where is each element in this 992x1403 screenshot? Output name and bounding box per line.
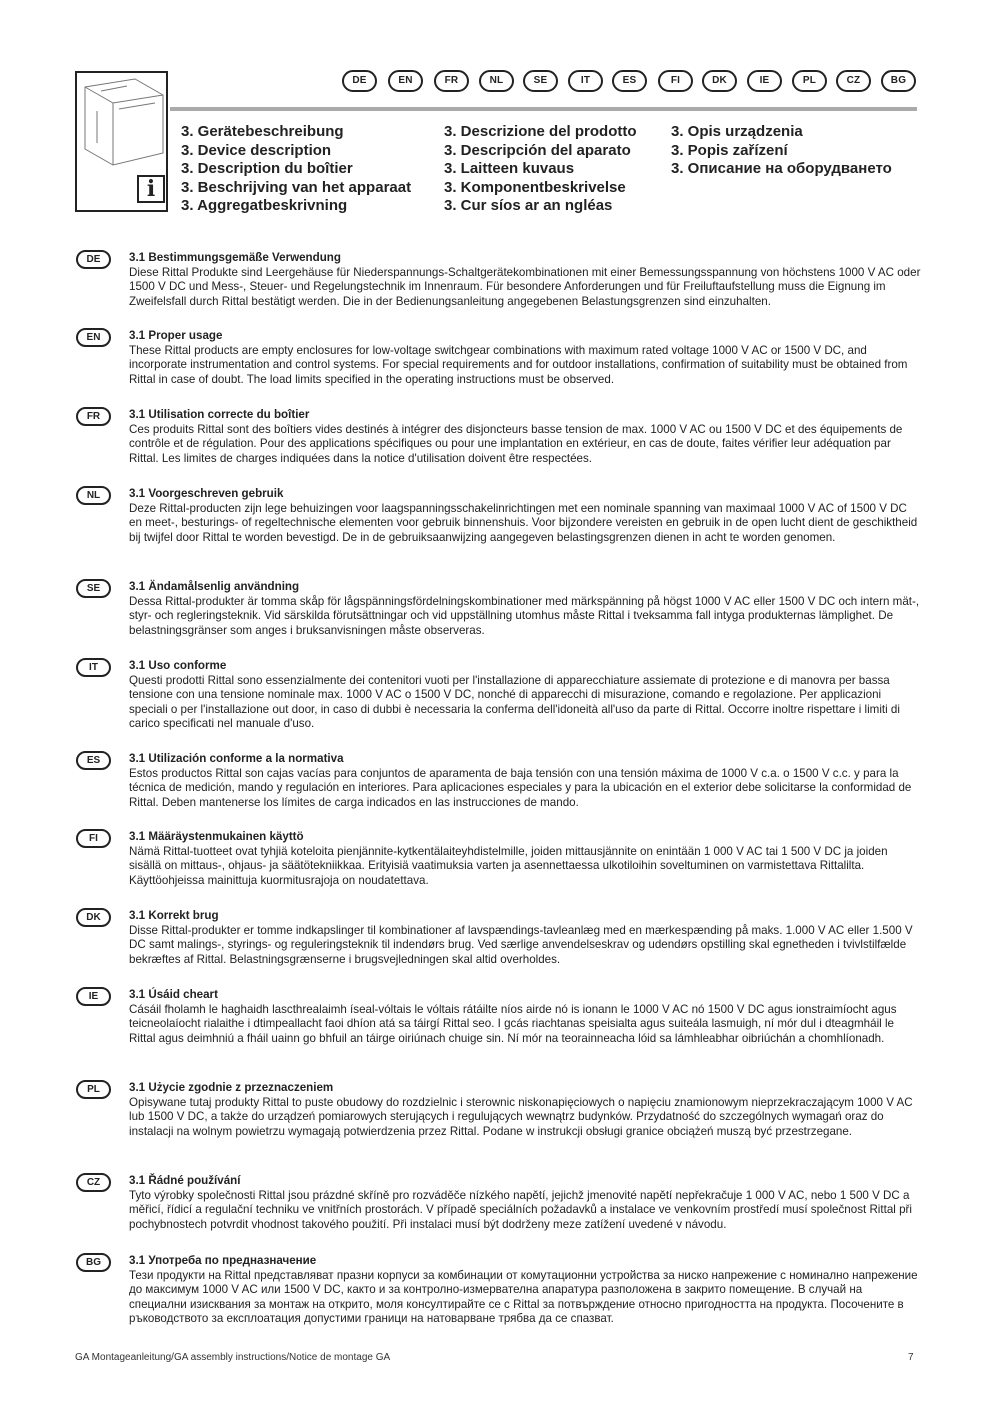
section-badge-ie: IE bbox=[76, 987, 111, 1006]
title-cz: 3. Popis zařízení bbox=[671, 141, 788, 159]
lang-badge-cz: CZ bbox=[836, 70, 871, 92]
section-body: These Rittal products are empty enclosures for low-voltage switchgear combinations with maximum rated voltage 1000 V AC or 1500 V DC, and incorporate instrumentation and control systems. For special requirements and for outdoor installations, confirmation of suitability must be obtained from Rittal in case of doubt. The load limits specified in the operating instructions must be observed. bbox=[129, 343, 908, 386]
title-ie: 3. Cur síos ar an ngléas bbox=[444, 197, 613, 215]
section-heading: 3.1 Utilización conforme a la normativa bbox=[129, 752, 344, 765]
lang-badge-ie: IE bbox=[747, 70, 782, 92]
section-es bbox=[129, 752, 921, 810]
section-heading: 3.1 Proper usage bbox=[129, 329, 223, 342]
title-bg: 3. Описание на оборудването bbox=[671, 160, 892, 178]
section-badge-bg: BG bbox=[76, 1253, 111, 1272]
section-de bbox=[129, 251, 921, 309]
section-heading: 3.1 Użycie zgodnie z przeznaczeniem bbox=[129, 1081, 334, 1094]
title-fr: 3. Description du boîtier bbox=[181, 160, 353, 178]
section-pl bbox=[129, 1081, 921, 1139]
lang-badge-fr: FR bbox=[434, 70, 469, 92]
section-badge-de: DE bbox=[76, 250, 111, 269]
title-column-2 bbox=[444, 123, 637, 216]
lang-badge-nl: NL bbox=[479, 70, 514, 92]
section-heading: 3.1 Utilisation correcte du boîtier bbox=[129, 408, 310, 421]
section-badge-fi: FI bbox=[76, 829, 111, 848]
title-column-1 bbox=[181, 123, 411, 216]
section-heading: 3.1 Uso conforme bbox=[129, 659, 227, 672]
title-en: 3. Device description bbox=[181, 141, 332, 159]
lang-badge-se: SE bbox=[523, 70, 558, 92]
lang-badge-fi: FI bbox=[658, 70, 693, 92]
section-body: Disse Rittal-produkter er tomme indkapslinger til kombinationer af lavspændings-tavleanlæg med en mærkespænding på maks. 1.000 V AC eller 1.500 V DC samt malings-, styrings- og reguleringsteknik til indendørs brug. Ved særlige anvendelseskrav og udendørs opstilling skal egnetheden i tvivlstilfælde bekræftes af Rittal. Belastningsgrænserne i brugsvejledningen skal altid overholdes. bbox=[129, 923, 913, 966]
section-dk bbox=[129, 909, 921, 967]
section-body: Opisywane tutaj produkty Rittal to puste obudowy do rozdzielnic i sterownic niskonapięciowych o napięciu znamionowym nieprzekraczającym 1000 V AC lub 1500 V DC, a także do urządzeń pomiarowych sterujących i regulujących wewnątrz budynków. Przydatność do szczególnych wymagań oraz do instalacji na wolnym powietrzu wymagają potwierdzenia przez Rittal. Podane w instrukcji obsługi granice obciążeń muszą być przestrzegane. bbox=[129, 1095, 913, 1138]
section-badge-cz: CZ bbox=[76, 1173, 111, 1192]
section-body: Questi prodotti Rittal sono essenzialmente dei contenitori vuoti per l'installazione di apparecchiature assiemate di protezione e di manovra per bassa tensione con una tensione nominale max. 1000 V AC o 1500 V DC, nonché di apparecchi di misurazione, comando e regolazione. Per applicazioni speciali o per l'installazione out door, in caso di dubbi è necessaria la conferma dell'idoneità all'uso da parte di Rittal. Occorre inoltre rispettare i limiti di carico specificati nel manuale d'uso. bbox=[129, 673, 900, 731]
footer-text: GA Montageanleitung/GA assembly instructions/Notice de montage GA bbox=[75, 1352, 391, 1363]
section-body: Ces produits Rittal sont des boîtiers vides destinés à intégrer des disjoncteurs basse tension de max. 1000 V AC ou 1500 V DC et des équipements de contrôle et de régulation. Pour des applications spécifiques ou pour une implantation en extérieur, en cas de doute, faites vérifier leur adéquation par Rittal. Les limites de charges indiquées dans la notice d'utilisation doivent être respectées. bbox=[129, 422, 903, 465]
section-ie bbox=[129, 988, 921, 1046]
section-heading: 3.1 Voorgeschreven gebruik bbox=[129, 487, 284, 500]
lang-badge-dk: DK bbox=[702, 70, 737, 92]
lang-badge-bg: BG bbox=[881, 70, 916, 92]
title-se: 3. Aggregatbeskrivning bbox=[181, 197, 348, 215]
section-body: Nämä Rittal-tuotteet ovat tyhjiä koteloita pienjännite-kytkentälaiteyhdistelmille, joiden mittausjännite on enintään 1 000 V AC tai 1 500 V DC ja joiden sisällä on mittaus-, ohjaus- ja säätötekniikkaa. Erityisiä vaatimuksia varten ja asennettaessa ulkotiloihin soveltuminen on varmistettava Rittalilta. Käyttöohjeissa mainittuja kuormitusrajoja on noudatettava. bbox=[129, 844, 888, 887]
lang-badge-en: EN bbox=[388, 70, 423, 92]
section-badge-nl: NL bbox=[76, 486, 111, 505]
header-divider bbox=[170, 107, 917, 111]
section-heading: 3.1 Korrekt brug bbox=[129, 909, 219, 922]
section-heading: 3.1 Bestimmungsgemäße Verwendung bbox=[129, 251, 341, 264]
section-heading: 3.1 Употреба по предназначение bbox=[129, 1254, 317, 1267]
section-bg bbox=[129, 1254, 921, 1327]
section-en bbox=[129, 329, 921, 387]
section-cz bbox=[129, 1174, 921, 1232]
section-body: Tyto výrobky společnosti Rittal jsou prázdné skříně pro rozváděče nízkého napětí, jejichž jmenovité napětí nepřekračuje 1 000 V AC, nebo 1 500 V DC a měřicí, řídicí a regulační techniku ve vnitřních prostorách. V případě speciálních požadavků a instalace ve venkovním prostředí musí společnost Rittal při pochybnostech potvrdit vhodnost takového použití. Při instalaci musí být dodrženy meze zatížení uvedené v návodu. bbox=[129, 1188, 912, 1231]
language-bar bbox=[338, 70, 918, 96]
section-body: Estos productos Rittal son cajas vacías para conjuntos de aparamenta de baja tensión con una tensión máxima de 1000 V c.a. o 1500 V c.c. y para la técnica de medición, mando y regulación en interiores. Para aplicaciones especiales y para la ubicación en el exterior debe solicitarse la conformidad de Rittal. Deben mantenerse los límites de carga indicados en las instrucciones de mando. bbox=[129, 766, 912, 809]
section-fr bbox=[129, 408, 921, 466]
section-body: Cásáil fholamh le haghaidh lascthrealaimh íseal-vóltais le vóltais rátáilte níos airde nó is ionann le 1000 V AC nó 1500 V DC agus ionstraimíocht agus teicneolaíocht rialaithe i dtimpeallacht faoi dhíon atá sa táirgí Rittal seo. I gcás riachtanas speisialta agus suiteála lasmuigh, ní mór dul i dteagmháil le Rittal agus deimhniú a fháil uainn go bhfuil an táirge oiriúnach chuige sin. Ní mór na teorainneacha lóid sa lámhleabhar oibriúchán a chomhlíonadh. bbox=[129, 1002, 897, 1045]
section-body: Diese Rittal Produkte sind Leergehäuse für Niederspannungs-Schaltgerätekombinationen mit einer Bemessungsspannung von höchstens 1000 V AC oder 1500 V DC und Mess-, Steuer- und Regelungstechnik im Innenraum. Für besondere Anforderungen und für Freiluftaufstellung muss die Eignung im Zweifelsfall durch Rittal bestätigt werden. Die in der Bedienungsanleitung angegebenen Belastungsgrenzen sind einzuhalten. bbox=[129, 265, 921, 308]
title-nl: 3. Beschrijving van het apparaat bbox=[181, 178, 412, 196]
section-heading: 3.1 Úsáid cheart bbox=[129, 988, 218, 1001]
lang-badge-pl: PL bbox=[792, 70, 827, 92]
section-badge-dk: DK bbox=[76, 908, 111, 927]
section-badge-es: ES bbox=[76, 751, 111, 770]
title-it: 3. Descrizione del prodotto bbox=[444, 123, 637, 140]
section-body: Dessa Rittal-produkter är tomma skåp för lågspänningsfördelningskombinationer med märkspänning på högst 1000 V AC eller 1500 V DC och intern mät-, styr- och regleringsteknik. Vid särskilda förutsättningar och vid uppställning utomhus måste Rittal i tveksamma fall intyga produkternas lämplighet. De belastningsgränser som anges i bruksanvisningen måste observeras. bbox=[129, 594, 920, 637]
section-it bbox=[129, 659, 921, 732]
section-heading: 3.1 Řádné používání bbox=[129, 1174, 241, 1187]
section-body: Deze Rittal-producten zijn lege behuizingen voor laagspanningsschakelinrichtingen met een nominale spanning van maximaal 1000 V AC of 1500 V DC en meet-, besturings- of regeltechnische elementen voor gebruik binnenshuis. Voor bijzondere vereisten en gebruik in de open lucht dient de geschiktheid bij twijfel door Rittal te worden bevestigd. De in de gebruiksaanwijzing aangegeven belastingsgrenzen dienen in acht te worden genomen. bbox=[129, 501, 918, 544]
section-se bbox=[129, 580, 921, 638]
section-badge-en: EN bbox=[76, 328, 111, 347]
section-body: Тези продукти на Rittal представляват празни корпуси за комбинации от комутационни устройства за ниско напрежение с номинално напрежение до максимум 1000 V AC или 1500 V DC, както и за контролно-измервателна апаратура разположена в закрито помещение. В случай на специални изисквания за монтаж на открито, моля консултирайте се с Rittal за потвърждение относно пригодността на продукта. Посочените в ръководството за експлоатация допустими граници на натоварване трябва да се спазват. bbox=[129, 1268, 918, 1326]
section-nl bbox=[129, 487, 921, 545]
section-badge-se: SE bbox=[76, 579, 111, 598]
section-heading: 3.1 Ändamålsenlig användning bbox=[129, 580, 300, 593]
page-number: 7 bbox=[908, 1352, 914, 1363]
lang-badge-de: DE bbox=[342, 70, 377, 92]
lang-badge-it: IT bbox=[568, 70, 603, 92]
title-es: 3. Descripción del aparato bbox=[444, 141, 631, 159]
lang-badge-es: ES bbox=[612, 70, 647, 92]
title-de: 3. Gerätebeschreibung bbox=[181, 123, 344, 140]
section-badge-fr: FR bbox=[76, 407, 111, 426]
section-heading: 3.1 Määräystenmukainen käyttö bbox=[129, 830, 304, 843]
section-badge-pl: PL bbox=[76, 1080, 111, 1099]
title-pl: 3. Opis urządzenia bbox=[671, 123, 803, 140]
title-column-3 bbox=[671, 123, 892, 179]
title-fi: 3. Laitteen kuvaus bbox=[444, 160, 575, 178]
info-icon: i bbox=[137, 175, 165, 203]
section-badge-it: IT bbox=[76, 658, 111, 677]
title-dk: 3. Komponentbeskrivelse bbox=[444, 178, 626, 196]
section-fi bbox=[129, 830, 921, 888]
